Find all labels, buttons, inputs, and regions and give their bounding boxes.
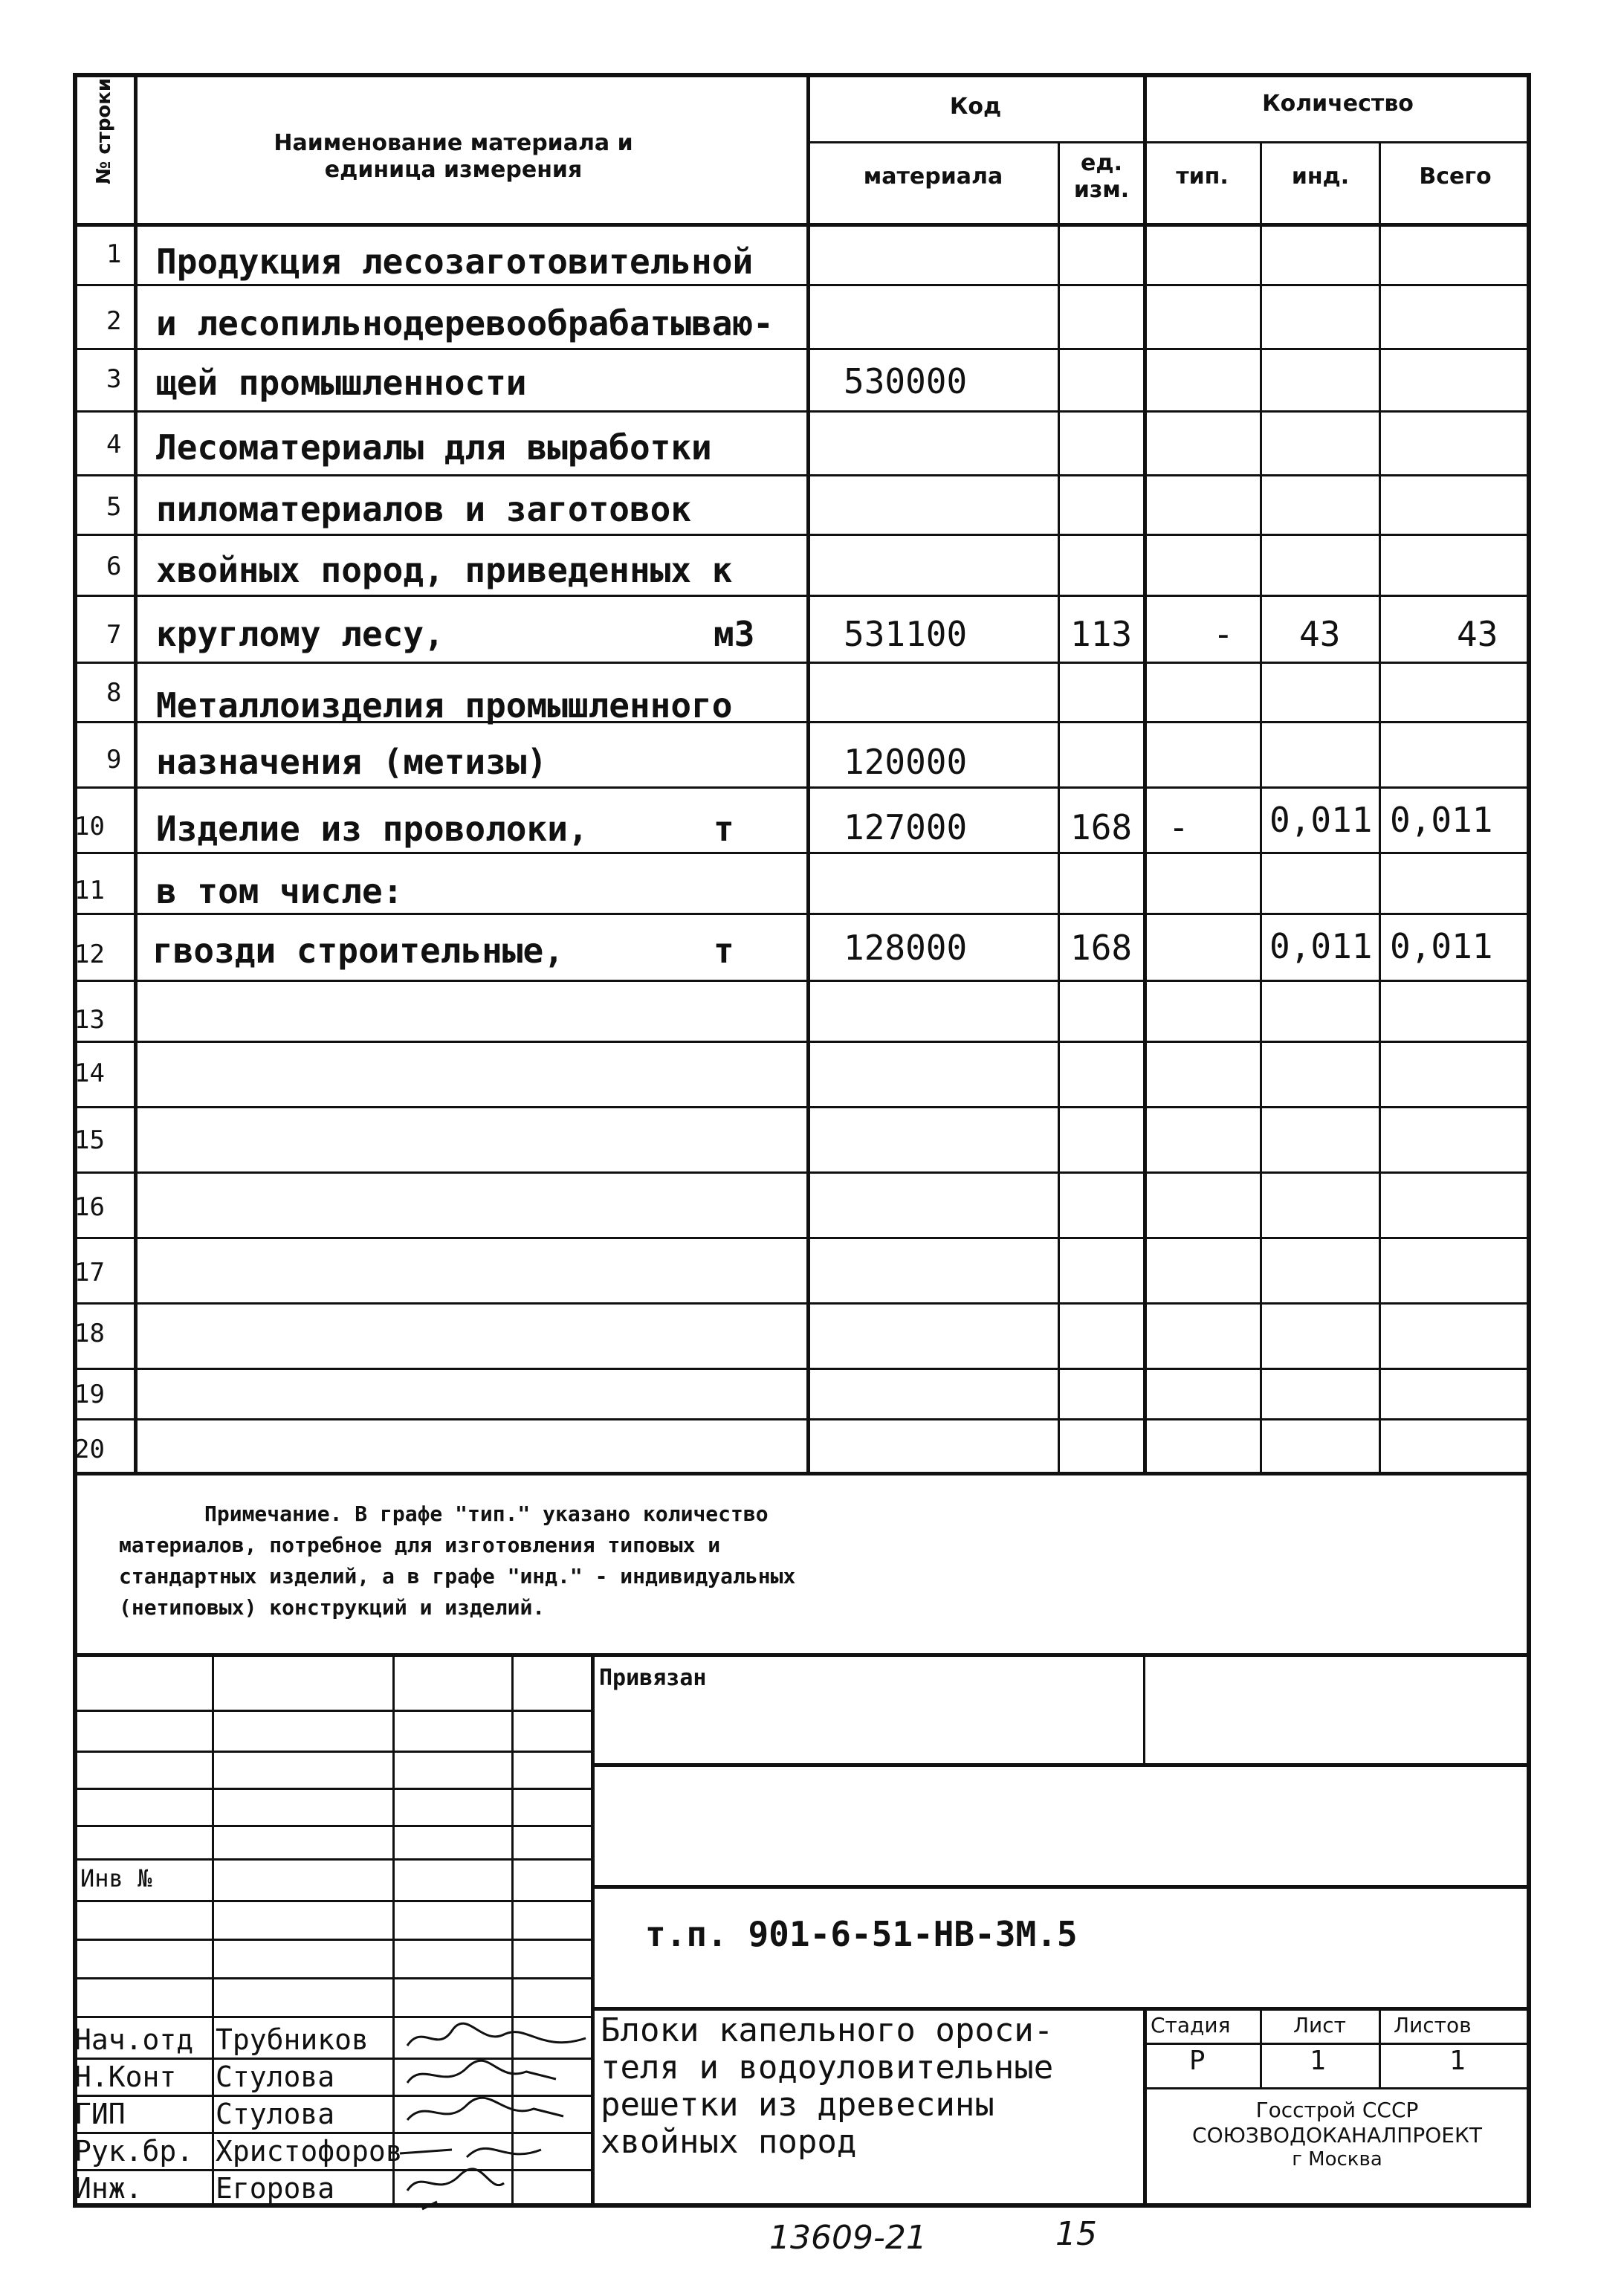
title-line: решетки из древесины	[601, 2086, 994, 2124]
row-name: Лесоматериалы для выработки	[156, 427, 712, 468]
row-number: 5	[106, 492, 122, 522]
title-line: хвойных пород	[601, 2123, 857, 2161]
row-number: 17	[74, 1258, 105, 1287]
row-name: Продукция лесозаготовительной	[156, 242, 754, 282]
row-code: 530000	[844, 361, 968, 401]
row-name: Металлоизделия промышленного	[156, 685, 733, 725]
document-code: т.п. 901-6-51-НВ-ЗМ.5	[645, 1914, 1078, 1954]
row-name: пиломатериалов и заготовок	[156, 489, 692, 529]
row-unit: 113	[1070, 614, 1133, 654]
stage-label: Стадия	[1151, 2013, 1231, 2037]
row-typ: -	[1168, 807, 1189, 847]
role-label: ГИП	[74, 2098, 126, 2130]
row-number-header: № строки	[93, 77, 115, 184]
row-number: 20	[74, 1435, 105, 1464]
sheet-label: Лист	[1293, 2013, 1346, 2037]
row-number: 10	[74, 812, 105, 841]
row-code: 531100	[844, 614, 968, 654]
row-number: 16	[74, 1192, 105, 1222]
role-label: Н.Конт	[74, 2060, 177, 2093]
row-unit-mark: т	[714, 809, 734, 849]
row-name: круглому лесу,	[156, 614, 444, 654]
sheet-value: 1	[1310, 2046, 1326, 2076]
row-number: 15	[74, 1125, 105, 1155]
row-name: назначения (метизы)	[156, 742, 548, 782]
row-name: щей промышленности	[156, 363, 527, 403]
note-line: Примечание. В графе "тип." указано количество	[204, 1502, 769, 1526]
total-header: Всего	[1419, 164, 1492, 190]
unit-header: ед. изм.	[1073, 150, 1130, 203]
note-line: материалов, потребное для изготовления типовых и	[119, 1533, 721, 1557]
inv-label: Инв №	[80, 1864, 152, 1892]
role-label: Рук.бр.	[74, 2135, 194, 2168]
org-line: СОЮЗВОДОКАНАЛПРОЕКТ	[1192, 2123, 1482, 2147]
sheets-value: 1	[1449, 2046, 1466, 2076]
row-name: и лесопильнодеревообрабатываю-	[156, 303, 774, 343]
row-number: 7	[106, 620, 122, 650]
org-line: г Москва	[1292, 2148, 1382, 2171]
row-unit-mark: т	[714, 931, 734, 971]
title-line: Блоки капельного ороси-	[601, 2011, 1054, 2049]
row-number: 19	[74, 1380, 105, 1409]
stage-value: Р	[1189, 2046, 1206, 2076]
row-number: 12	[74, 940, 105, 969]
row-ind: 0,011	[1269, 926, 1373, 966]
note-line: (нетиповых) конструкций и изделий.	[119, 1595, 546, 1620]
row-number: 4	[106, 430, 122, 459]
row-code: 128000	[844, 928, 968, 968]
privyazan-label: Привязан	[599, 1665, 707, 1691]
row-code: 127000	[844, 807, 968, 847]
person-name: Стулова	[216, 2098, 335, 2130]
typ-header: тип.	[1176, 164, 1229, 190]
person-name: Егорова	[216, 2172, 335, 2205]
row-number: 18	[74, 1319, 105, 1348]
row-typ: -	[1213, 614, 1234, 654]
row-total: 0,011	[1390, 926, 1493, 966]
row-number: 1	[106, 239, 122, 269]
org-line: Госстрой СССР	[1255, 2098, 1419, 2122]
row-number: 14	[74, 1058, 105, 1088]
row-number: 13	[74, 1005, 105, 1035]
code-header: Код	[949, 94, 1002, 120]
row-ind: 0,011	[1269, 800, 1373, 840]
ind-header: инд.	[1291, 164, 1350, 190]
row-unit: 168	[1070, 807, 1133, 847]
row-number: 9	[106, 745, 122, 775]
row-name: гвозди строительные,	[152, 931, 564, 971]
row-number: 6	[106, 552, 122, 581]
title-line: теля и водоуловительные	[601, 2049, 1054, 2087]
quantity-header: Количество	[1262, 91, 1414, 117]
signature-scribbles	[392, 2016, 608, 2217]
name-header: Наименование материала и единица измерения	[274, 130, 633, 183]
row-number: 11	[74, 876, 105, 905]
row-unit-mark: м3	[714, 614, 755, 654]
role-label: Инж.	[74, 2172, 143, 2205]
row-code: 120000	[844, 742, 968, 782]
row-name: Изделие из проволоки,	[156, 809, 589, 849]
row-number: 8	[106, 678, 122, 708]
row-total: 43	[1457, 614, 1498, 654]
person-name: Трубников	[216, 2023, 369, 2056]
row-number: 2	[106, 306, 122, 336]
row-number: 3	[106, 364, 122, 394]
archive-number: 13609-21	[769, 2219, 927, 2257]
person-name: Стулова	[216, 2060, 335, 2093]
row-name: в том числе:	[156, 871, 404, 911]
row-name: хвойных пород, приведенных к	[156, 550, 733, 590]
row-ind: 43	[1299, 614, 1341, 654]
note-line: стандартных изделий, а в графе "инд." - индивидуальных	[119, 1564, 796, 1588]
row-unit: 168	[1070, 928, 1133, 968]
material-code-header: материала	[863, 164, 1003, 190]
row-total: 0,011	[1390, 800, 1493, 840]
role-label: Нач.отд	[74, 2023, 194, 2056]
page-number: 15	[1055, 2215, 1097, 2253]
person-name: Христофоров	[216, 2135, 403, 2168]
sheets-label: Листов	[1394, 2013, 1472, 2037]
